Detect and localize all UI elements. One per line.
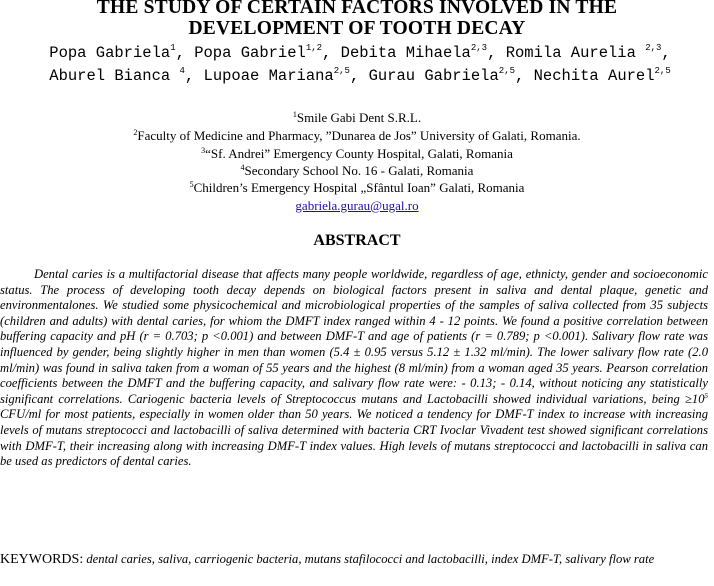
author-name: Nechita Aurel bbox=[533, 67, 655, 85]
affiliation-1: $^1$Smile Gabi Dent S.R.L. bbox=[292, 110, 422, 125]
author-affiliation-mark: 2,3 bbox=[470, 43, 488, 53]
affiliation-5: $^5$Children’s Emergency Hospital „Sfântul Ioan” Galati, Romania bbox=[189, 180, 525, 195]
author-affiliation-mark: 2,5 bbox=[333, 66, 350, 76]
abstract-heading: ABSTRACT bbox=[313, 232, 401, 249]
email-line bbox=[0, 198, 714, 214]
author-affiliation-mark: 2,5 bbox=[498, 66, 515, 76]
affiliation-4: $^4$Secondary School No. 16 - Galati, Romania bbox=[240, 163, 474, 178]
abstract-text: Dental caries is a multifactorial disease that affects many people worldwide, regardless of age, ethnicty, gender and socioeconomic status. The process of developing tooth decay depends on biological factors present in saliva and dental plaque, genetic and environmentalones. We studied some physicochemical and microbiological properties of the samples of saliva collected from 35 subjects (children and adults) with dental caries, for whiom the DMFT index ranged within 4 - 12 points. We found a positive correlation between buffering capacity and pH (r = 0.703; p <0.001) and between DMF-T and age of patients (r = 0.789; p <0.001). Salivary flow rate was influenced by gender, being slightly higher in men than women (5.4 ± 0.95 versus 5.12 ± 1.32 ml/min). The lower salivary flow rate (2.0 ml/min) was found in saliva taken from a woman of 55 years and the highest (8 ml/min) from a woman aged 35 years. Pearson correlation coefficients between the DMFT and the buffering capacity, and salivary flow rate were: - 0.13; - 0.14, without noticing any statistically significant correlations. Cariogenic bacteria levels of Streptococcus mutans and Lactobacilli showed individual variations, being $\ge 10^5$ CFU/ml for most patients, especially in women older than 50 years. We noticed a tendency for DMF-T index to increase with increasing levels of mutans streptococci and lactobacilli of saliva determined with bacteria CRT Ivoclar Vivadent test showed significant correlations with DMF-T, their increasing along with increasing DMF-T index values. High levels of mutans streptococci and lactobacilli in saliva can be used as predictors of dental caries. bbox=[0, 267, 708, 469]
keywords bbox=[0, 552, 708, 568]
affiliation-3: $^3$“Sf. Andrei” Emergency County Hospital, Galati, Romania bbox=[201, 146, 513, 161]
author-affiliation-mark: 2,3 bbox=[645, 43, 662, 53]
author-name: Debita Mihaela bbox=[340, 44, 471, 62]
author-name: Popa Gabriela bbox=[49, 44, 171, 62]
author-affiliation-mark: 4 bbox=[179, 66, 185, 76]
paper-title bbox=[0, 0, 714, 39]
author-name: Aburel Bianca bbox=[49, 67, 180, 85]
affiliation-2: $^2$Faculty of Medicine and Pharmacy, ”Dunarea de Jos” University of Galati, Romania. bbox=[133, 128, 581, 143]
author-name: Popa Gabriel bbox=[194, 44, 306, 62]
author-list: Popa Gabriela$^1$, Popa Gabriel$^{1,2}$, Debita Mihaela$^{2,3}$, Romila Aurelia $^{2,3}$, Aburel Bianca $^4$, Lupoae Mariana$^{2,5}$, Gurau Gabriela$^{2,5}$, Nechita Aurel$^{2,5}$ bbox=[49, 43, 671, 85]
keywords-label: KEYWORDS: bbox=[0, 552, 84, 567]
author-affiliation-mark: 2,5 bbox=[654, 66, 671, 76]
author-affiliation-mark: 1,2 bbox=[305, 43, 323, 53]
title-line-1: THE STUDY OF CERTAIN FACTORS INVOLVED IN THE bbox=[96, 0, 618, 18]
author-affiliation-mark: 1 bbox=[170, 43, 176, 53]
author-name: Gurau Gabriela bbox=[368, 67, 499, 85]
author-name: Lupoae Mariana bbox=[203, 67, 334, 85]
author-name: Romila Aurelia bbox=[505, 44, 646, 62]
email-link[interactable]: gabriela.gurau@ugal.ro bbox=[295, 198, 419, 213]
keywords-text: dental caries, saliva, carriogenic bacteria, mutans stafilococci and lactobacilli, index DMF-T, salivary flow rate bbox=[83, 552, 655, 566]
title-line-2: DEVELOPMENT OF TOOTH DECAY bbox=[188, 18, 526, 39]
